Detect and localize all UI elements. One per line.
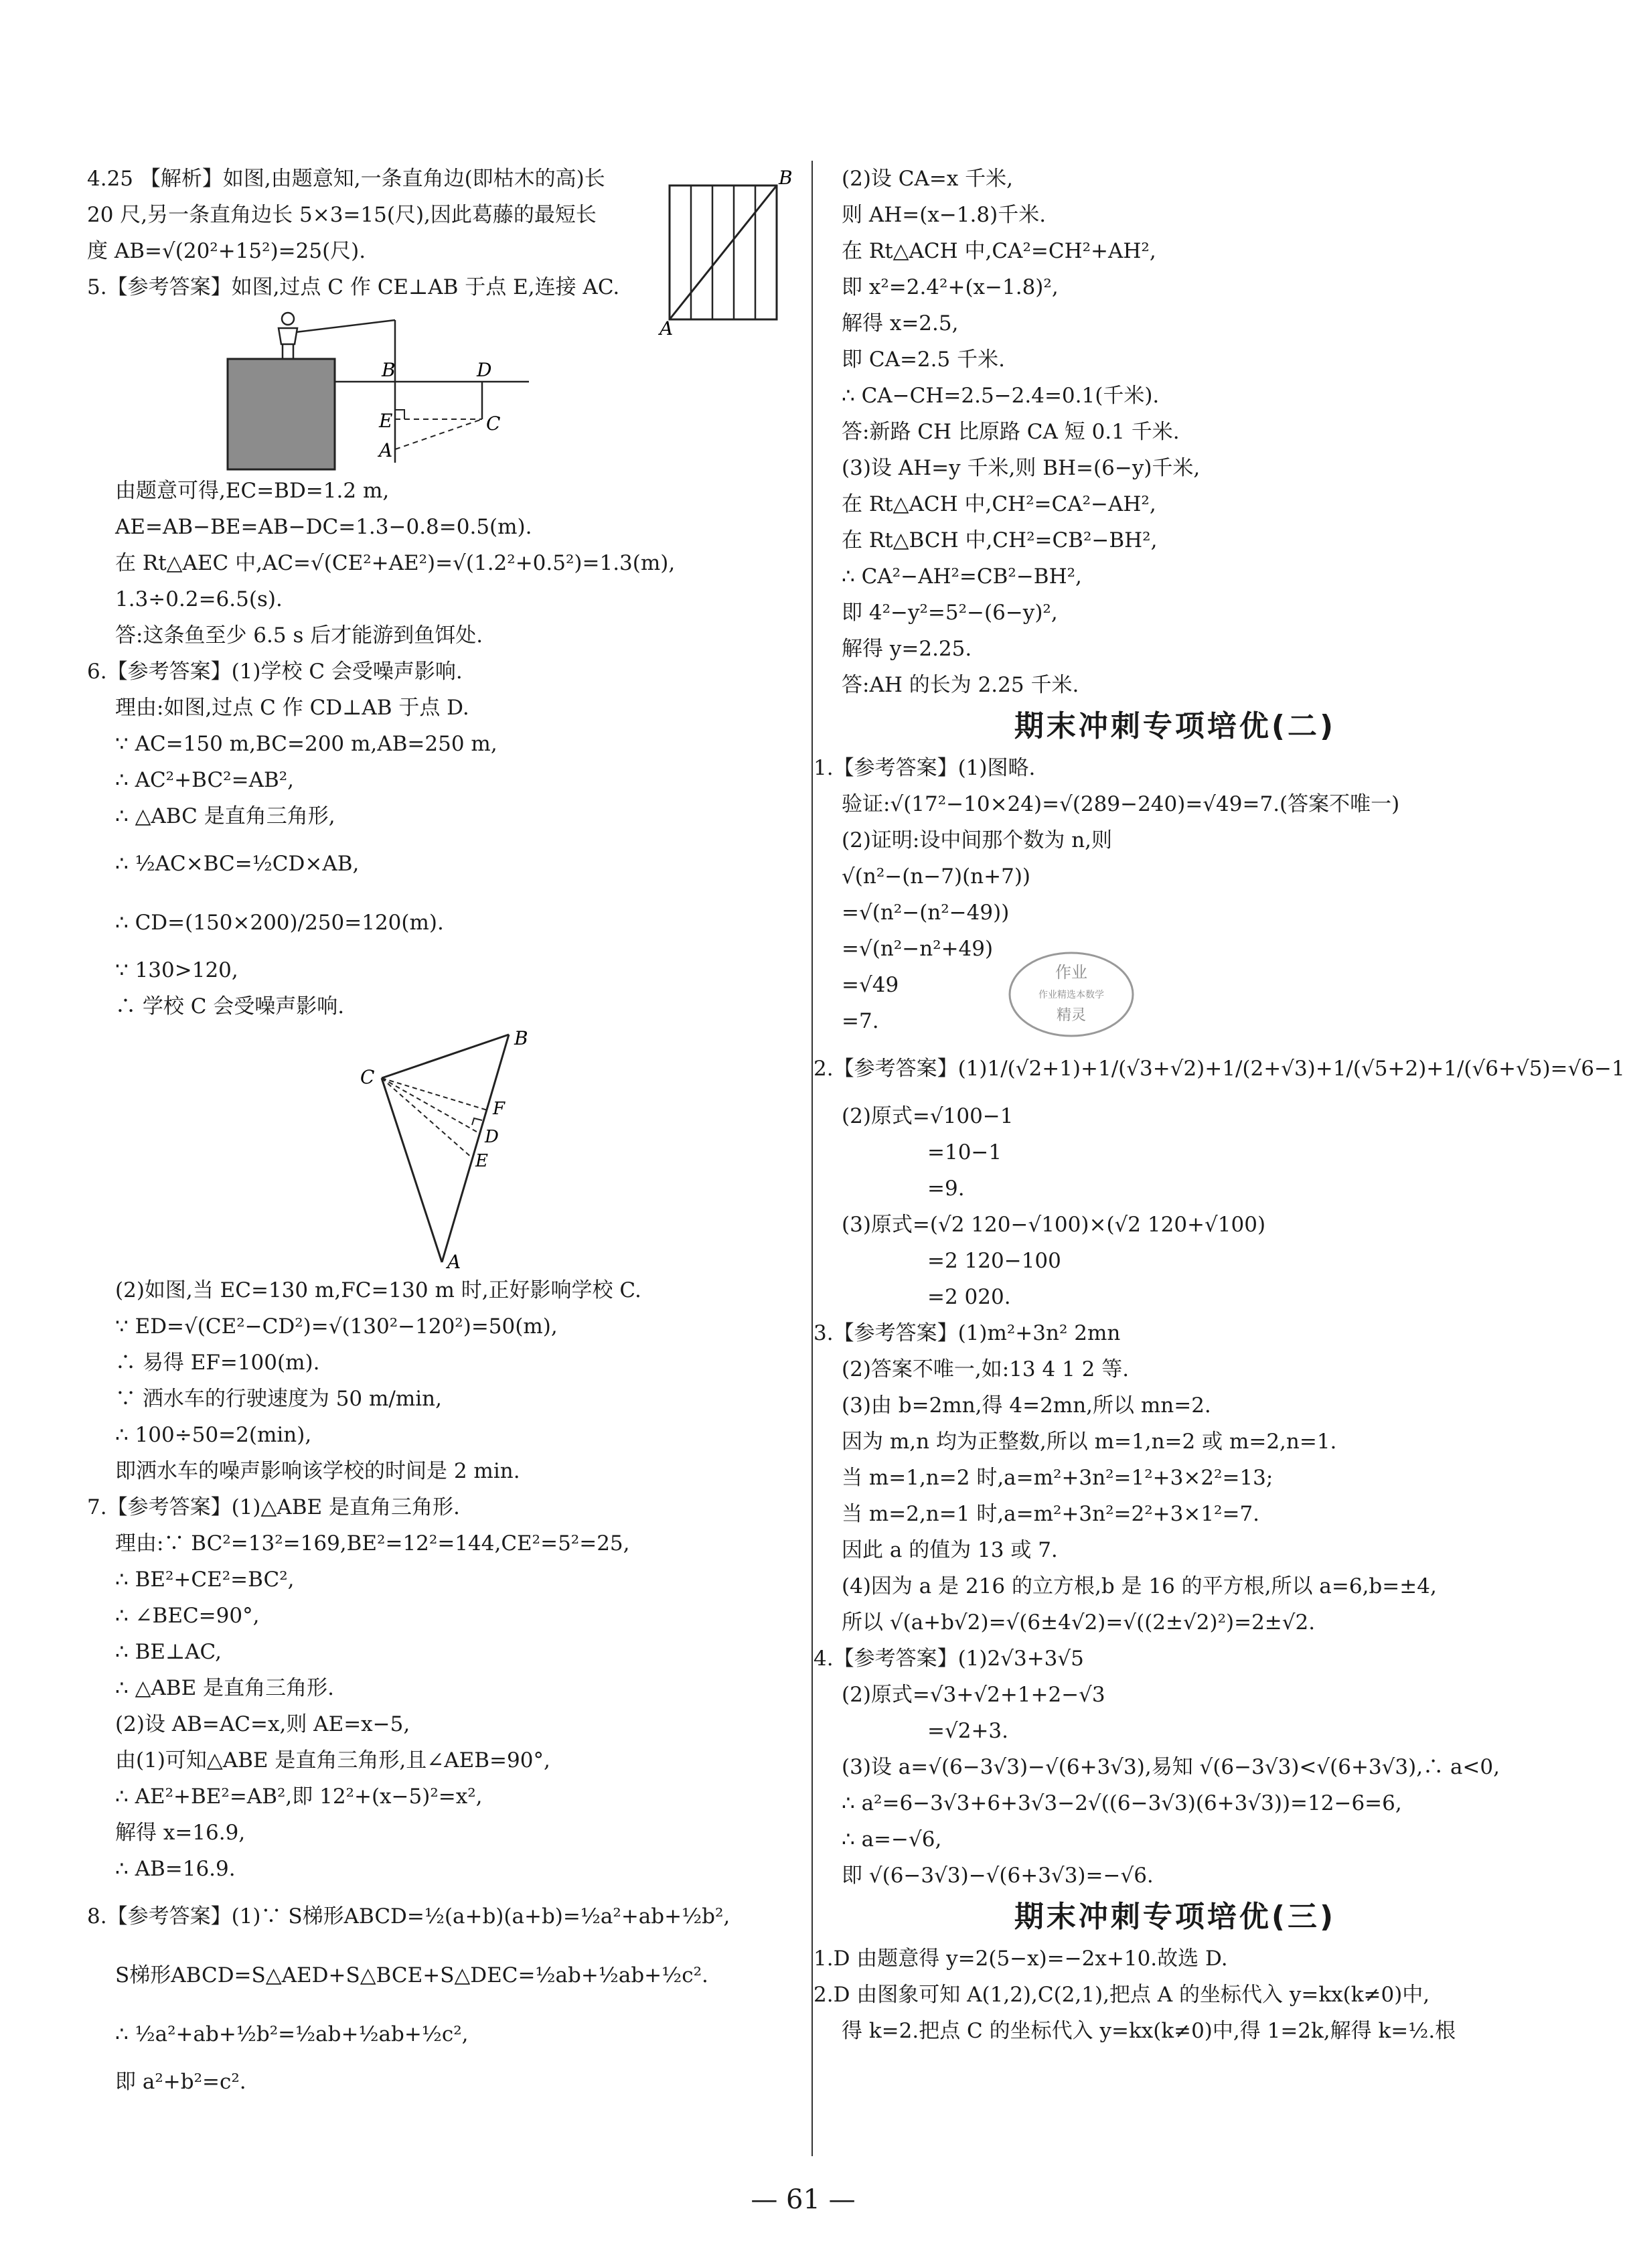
text-line: 4.【参考答案】(1)2√3+3√5 — [814, 1647, 1084, 1671]
text-line: 20 尺,另一条直角边长 5×3=15(尺),因此葛藤的最短长 — [87, 203, 597, 227]
text-line: (3)设 AH=y 千米,则 BH=(6−y)千米, — [842, 456, 1201, 480]
text-line: ∴ BE⊥AC, — [115, 1640, 222, 1664]
text-line: 在 Rt△BCH 中,CH²=CB²−BH², — [842, 528, 1158, 552]
page-number: — 61 — — [751, 2184, 856, 2215]
fig5-label: B — [382, 359, 396, 381]
text-line: 理由:如图,过点 C 作 CD⊥AB 于点 D. — [115, 696, 469, 720]
text-line: 当 m=1,n=2 时,a=m²+3n²=1²+3×2²=13; — [842, 1466, 1273, 1490]
text-line: 7.【参考答案】(1)△ABE 是直角三角形. — [87, 1495, 460, 1519]
text-line: (2)答案不唯一,如:13 4 1 2 等. — [842, 1357, 1130, 1381]
person-head — [282, 313, 294, 325]
text-line: ∴ 易得 EF=100(m). — [115, 1351, 320, 1375]
text-line: 1.【参考答案】(1)图略. — [814, 756, 1036, 780]
fig5-label: C — [486, 412, 501, 435]
fig6-label: D — [485, 1127, 499, 1147]
text-line: (2)设 AB=AC=x,则 AE=x−5, — [115, 1712, 410, 1736]
text-line: =√2+3. — [927, 1719, 1009, 1743]
text-line: ∴ CA²−AH²=CB²−BH², — [842, 564, 1082, 589]
text-line: (2)原式=√100−1 — [842, 1104, 1014, 1128]
text-line: 5.【参考答案】如图,过点 C 作 CE⊥AB 于点 E,连接 AC. — [87, 275, 620, 299]
text-line: ∵ 130>120, — [115, 958, 238, 982]
section-title: 期末冲刺专项培优(二) — [1014, 709, 1336, 743]
column-divider — [811, 161, 813, 2156]
fig6-label: A — [447, 1251, 461, 1273]
text-line: 解得 x=16.9, — [115, 1821, 246, 1845]
text-line: 当 m=2,n=1 时,a=m²+3n²=2²+3×1²=7. — [842, 1502, 1260, 1526]
side-CA — [382, 1078, 442, 1262]
figure-6 — [355, 1025, 803, 1272]
text-line: ∴ a=−√6, — [842, 1827, 942, 1851]
text-line: 得 k=2.把点 C 的坐标代入 y=kx(k≠0)中,得 1=2k,解得 k=½.根 — [842, 2019, 1456, 2043]
text-line: 4.25 【解析】如图,由题意知,一条直角边(即枯木的高)长 — [87, 167, 605, 191]
text-line: ∴ △ABE 是直角三角形. — [115, 1676, 334, 1700]
text-line: AE=AB−BE=AB−DC=1.3−0.8=0.5(m). — [115, 515, 532, 539]
text-line: S梯形ABCD=S△AED+S△BCE+S△DEC=½ab+½ab+½c². — [115, 1963, 708, 1987]
text-line: =√49 — [842, 973, 899, 997]
line-CF — [382, 1078, 487, 1110]
fig4-label: B — [779, 167, 793, 189]
fig5-label: D — [477, 359, 492, 381]
text-line: 即 4²−y²=5²−(6−y)², — [842, 601, 1058, 625]
platform-block — [228, 359, 335, 469]
text-line: 3.【参考答案】(1)m²+3n² 2mn — [814, 1321, 1121, 1345]
text-line: (2)原式=√3+√2+1+2−√3 — [842, 1683, 1105, 1707]
text-line: 答:AH 的长为 2.25 千米. — [842, 673, 1079, 697]
text-line: 即 a²+b²=c². — [115, 2070, 246, 2094]
text-line: ∴ AB=16.9. — [115, 1857, 236, 1881]
text-line: 1.3÷0.2=6.5(s). — [115, 587, 283, 611]
section-title: 期末冲刺专项培优(三) — [1014, 1900, 1336, 1934]
text-line: =2 120−100 — [927, 1249, 1061, 1273]
fig4-label: A — [660, 317, 674, 339]
text-line: 1.D 由题意得 y=2(5−x)=−2x+10.故选 D. — [814, 1947, 1228, 1971]
text-line: 2.D 由图象可知 A(1,2),C(2,1),把点 A 的坐标代入 y=kx(k≠0)中, — [814, 1983, 1430, 2007]
text-line: =9. — [927, 1177, 965, 1201]
stamp-text-2: 作业精选本数学 — [1038, 990, 1104, 1000]
text-line: (2)设 CA=x 千米, — [842, 167, 1014, 191]
text-line: 由题意可得,EC=BD=1.2 m, — [115, 479, 390, 503]
fig5-label: E — [379, 410, 393, 432]
person-body — [279, 328, 297, 344]
triangle-diagram — [355, 1025, 556, 1272]
text-line: 答:这条鱼至少 6.5 s 后才能游到鱼饵处. — [115, 623, 483, 648]
text-line: 解得 x=2.5, — [842, 311, 959, 335]
text-line: 即 √(6−3√3)−√(6+3√3)=−√6. — [842, 1864, 1154, 1888]
text-line: ∵ ED=√(CE²−CD²)=√(130²−120²)=50(m), — [115, 1314, 558, 1339]
text-line: 所以 √(a+b√2)=√(6±4√2)=√((2±√2)²)=2±√2. — [842, 1610, 1316, 1635]
left-column — [87, 161, 803, 2100]
fig6-label: B — [514, 1027, 528, 1049]
fig6-label: C — [360, 1066, 375, 1088]
text-line: (4)因为 a 是 216 的立方根,b 是 16 的平方根,所以 a=6,b=±4, — [842, 1574, 1437, 1598]
watermark-stamp — [1004, 948, 1138, 1044]
text-line: ∴ AC²+BC²=AB², — [115, 768, 295, 792]
text-line: 因为 m,n 均为正整数,所以 m=1,n=2 或 m=2,n=1. — [842, 1430, 1337, 1454]
text-line: 答:新路 CH 比原路 CA 短 0.1 千米. — [842, 420, 1180, 444]
fig6-label: E — [475, 1151, 488, 1171]
text-line: ∴ a²=6−3√3+6+3√3−2√((6−3√3)(6+3√3))=12−6=6, — [842, 1791, 1402, 1815]
text-line: ∴ AE²+BE²=AB²,即 12²+(x−5)²=x², — [115, 1785, 483, 1809]
text-line: 因此 a 的值为 13 或 7. — [842, 1538, 1058, 1562]
text-line: ∵ AC=150 m,BC=200 m,AB=250 m, — [115, 732, 497, 756]
text-line: ∴ ½a²+ab+½b²=½ab+½ab+½c², — [115, 2022, 469, 2046]
text-line: 在 Rt△AEC 中,AC=√(CE²+AE²)=√(1.2²+0.5²)=1.3(m), — [115, 551, 676, 575]
text-line: 2.【参考答案】(1)1/(√2+1)+1/(√3+√2)+1/(2+√3)+1/(√5+2)+1/(√6+√5)=√6−1 — [814, 1057, 1625, 1081]
text-line: (3)设 a=√(6−3√3)−√(6+3√3),易知 √(6−3√3)<√(6+3√3),∴ a<0, — [842, 1755, 1500, 1779]
text-line: ∴ 学校 C 会受噪声影响. — [115, 994, 345, 1018]
text-line: 即洒水车的噪声影响该学校的时间是 2 min. — [115, 1459, 520, 1483]
text-line: ∴ ½AC×BC=½CD×AB, — [115, 852, 360, 876]
text-line: =7. — [842, 1009, 879, 1033]
text-line: 验证:√(17²−10×24)=√(289−240)=√49=7.(答案不唯一) — [842, 792, 1400, 816]
text-line: =10−1 — [927, 1140, 1002, 1164]
side-CB — [382, 1035, 509, 1078]
text-line: 8.【参考答案】(1)∵ S梯形ABCD=½(a+b)(a+b)=½a²+ab+½b², — [87, 1904, 730, 1929]
text-line: 由(1)可知△ABE 是直角三角形,且∠AEB=90°, — [115, 1748, 550, 1772]
text-line: 理由:∵ BC²=13²=169,BE²=12²=144,CE²=5²=25, — [115, 1531, 630, 1556]
fig6-label: F — [493, 1099, 506, 1119]
text-line: ∴ CA−CH=2.5−2.4=0.1(千米). — [842, 384, 1160, 408]
side-AB — [442, 1035, 509, 1262]
text-line: √(n²−(n−7)(n+7)) — [842, 864, 1031, 889]
text-line: (3)原式=(√2 120−√100)×(√2 120+√100) — [842, 1213, 1266, 1237]
text-line: 即 CA=2.5 千米. — [842, 348, 1005, 372]
text-line: 在 Rt△ACH 中,CH²=CA²−AH², — [842, 492, 1156, 516]
right-column — [814, 161, 1625, 2049]
text-line: 度 AB=√(20²+15²)=25(尺). — [87, 239, 366, 263]
text-line: ∴ CD=(150×200)/250=120(m). — [115, 911, 444, 935]
text-line: =√(n²−n²+49) — [842, 937, 994, 961]
fishing-diagram — [221, 305, 636, 473]
text-line: 则 AH=(x−1.8)千米. — [842, 203, 1047, 227]
text-line: (3)由 b=2mn,得 4=2mn,所以 mn=2. — [842, 1393, 1211, 1418]
stamp-text-3: 精灵 — [1056, 1007, 1087, 1024]
text-line: (2)证明:设中间那个数为 n,则 — [842, 828, 1113, 852]
text-line: 在 Rt△ACH 中,CA²=CH²+AH², — [842, 239, 1156, 263]
fishing-rod — [296, 320, 395, 332]
line-AC — [395, 419, 482, 449]
stamp-seal — [1004, 948, 1138, 1041]
text-line: =2 020. — [927, 1285, 1011, 1309]
text-line: ∴ 100÷50=2(min), — [115, 1423, 312, 1447]
text-line: ∴ BE²+CE²=BC², — [115, 1568, 295, 1592]
figure-5 — [221, 305, 803, 473]
text-line: 6.【参考答案】(1)学校 C 会受噪声影响. — [87, 660, 463, 684]
text-line: (2)如图,当 EC=130 m,FC=130 m 时,正好影响学校 C. — [115, 1278, 641, 1302]
text-line: ∴ △ABC 是直角三角形, — [115, 804, 335, 828]
text-line: ∵ 洒水车的行驶速度为 50 m/min, — [115, 1387, 442, 1411]
stamp-text-1: 作业 — [1055, 963, 1087, 982]
text-line: 即 x²=2.4²+(x−1.8)², — [842, 275, 1059, 299]
text-line: =√(n²−(n²−49)) — [842, 901, 1010, 925]
text-line: ∴ ∠BEC=90°, — [115, 1604, 260, 1628]
fig5-label: A — [379, 439, 393, 461]
text-line: 解得 y=2.25. — [842, 637, 972, 661]
